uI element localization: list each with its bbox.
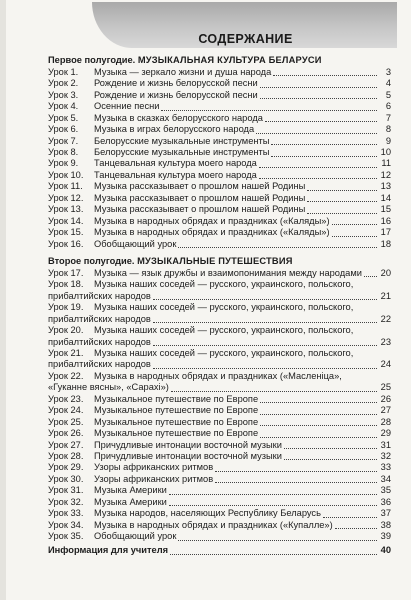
lesson-number: Урок 9. [48, 158, 79, 169]
lesson-title-continued: прибалтийских народов [48, 359, 151, 370]
lesson-number: Урок 8. [48, 147, 79, 158]
lesson-title: Музыка в играх белорусского народа [94, 124, 255, 135]
page-number: 31 [380, 439, 391, 450]
dot-leader [178, 540, 377, 541]
lesson-title: Музыка рассказывает о прошлом нашей Родины [94, 204, 306, 215]
lesson-title-continued: прибалтийских народов [48, 336, 151, 347]
dot-leader [271, 144, 377, 145]
lesson-number: Урок 11. [48, 181, 83, 192]
toc-entry[interactable] [48, 531, 391, 542]
dot-leader [215, 471, 377, 472]
page-number: 5 [385, 89, 391, 100]
page-number: 23 [380, 336, 391, 347]
lesson-title: Белорусские музыкальные инструменты [94, 147, 270, 158]
page-number: 40 [380, 545, 391, 556]
toc-entry[interactable] [48, 124, 391, 135]
section-heading [48, 54, 391, 67]
lesson-title: Танцевальная культура моего народа [94, 169, 257, 180]
page-number: 35 [380, 485, 391, 496]
toc-entry[interactable] [48, 325, 391, 336]
lesson-number: Урок 3. [48, 89, 79, 100]
toc-entry[interactable] [48, 78, 391, 89]
dot-leader [153, 368, 377, 369]
dot-leader [265, 121, 377, 122]
lesson-number: Урок 19. [48, 302, 84, 313]
toc-entry[interactable] [48, 227, 391, 238]
page-number: 21 [380, 290, 391, 301]
page-number: 10 [380, 147, 391, 158]
lesson-number: Урок 31. [48, 485, 84, 496]
toc-entry-continuation[interactable] [48, 314, 391, 325]
page-title: СОДЕРЖАНИЕ [198, 32, 293, 46]
lesson-title: Музыка в народных обрядах и праздниках («Масленіца», [94, 370, 342, 381]
dot-leader [169, 505, 377, 506]
dot-leader [273, 75, 377, 76]
lesson-title: Музыка в народных обрядах и праздниках («Каляды») [94, 215, 330, 226]
toc-entry[interactable] [48, 508, 391, 519]
lesson-title: Музыка в сказках белорусского народа [94, 112, 263, 123]
lesson-number: Урок 25. [48, 416, 84, 427]
toc-entry[interactable] [48, 193, 391, 204]
dot-leader [260, 414, 377, 415]
lesson-title: Осенние песни [94, 101, 160, 112]
lesson-title-continued: прибалтийских народов [48, 290, 151, 301]
page-number: 22 [380, 313, 391, 324]
dot-leader [215, 482, 377, 483]
lesson-title: Музыкальное путешествие по Европе [94, 405, 259, 416]
toc-entry[interactable] [48, 348, 391, 359]
lesson-number: Урок 15. [48, 227, 84, 238]
dot-leader [260, 98, 377, 99]
lesson-title: Узоры африканских ритмов [94, 473, 214, 484]
page-number: 18 [380, 238, 391, 249]
toc-entry[interactable] [48, 394, 391, 405]
lesson-title: Музыкальное путешествие по Европе [94, 416, 259, 427]
lesson-title: Причудливые интонации восточной музыки [94, 450, 282, 461]
page-number: 4 [385, 78, 391, 89]
page-number: 33 [380, 462, 391, 473]
toc-entry[interactable] [48, 417, 391, 428]
lesson-title: Рождение и жизнь белорусской песни [94, 89, 258, 100]
toc-entry[interactable] [48, 440, 391, 451]
lesson-number: Урок 10. [48, 169, 84, 180]
dot-leader [153, 345, 377, 346]
lesson-title-continued: «Гуканне вясны», «Сарахі») [48, 382, 169, 393]
toc-entry[interactable] [48, 268, 391, 279]
dot-leader [178, 247, 377, 248]
lesson-number: Урок 26. [48, 428, 84, 439]
lesson-number: Урок 27. [48, 439, 84, 450]
lesson-title: Узоры африканских ритмов [94, 462, 214, 473]
lesson-title: Причудливые интонации восточной музыки [94, 439, 282, 450]
toc-entry[interactable] [48, 239, 391, 250]
dot-leader [307, 190, 377, 191]
page-number: 11 [381, 158, 391, 169]
lesson-title: Музыка в народных обрядах и праздниках («Купалле») [94, 519, 333, 530]
lesson-title: Обобщающий урок [94, 531, 177, 542]
lesson-number: Урок 33. [48, 508, 84, 519]
lesson-title: Рождение и жизнь белорусской песни [94, 78, 258, 89]
lesson-title: Музыка — язык дружбы и взаимопонимания между народами [94, 267, 362, 278]
dot-leader [332, 224, 377, 225]
lesson-number: Урок 12. [48, 192, 84, 203]
lesson-title: Музыка народов, населяющих Республику Беларусь [94, 508, 321, 519]
toc-entry[interactable] [48, 147, 391, 158]
page-number: 20 [380, 267, 391, 278]
dot-leader [284, 448, 377, 449]
dot-leader [271, 156, 377, 157]
lesson-number: Урок 30. [48, 473, 84, 484]
lesson-number: Урок 34. [48, 519, 84, 530]
dot-leader [323, 517, 377, 518]
dot-leader [259, 178, 377, 179]
dot-leader [284, 459, 377, 460]
dot-leader [364, 276, 377, 277]
dot-leader [260, 437, 377, 438]
toc-entry[interactable] [48, 462, 391, 473]
lesson-number: Урок 35. [48, 531, 84, 542]
toc-entry-continuation[interactable] [48, 337, 391, 348]
toc-entry-info[interactable] [48, 546, 391, 557]
toc-entry[interactable] [48, 159, 391, 170]
section-prefix: Второе полугодие. [48, 256, 138, 266]
section-heading [48, 255, 391, 268]
lesson-title: Танцевальная культура моего народа [94, 158, 257, 169]
toc-entry[interactable] [48, 216, 391, 227]
page-number: 12 [380, 169, 391, 180]
page-number: 27 [380, 405, 391, 416]
toc-entry[interactable] [48, 101, 391, 112]
toc-entry-continuation[interactable] [48, 291, 391, 302]
lesson-number: Урок 20. [48, 325, 84, 336]
lesson-number: Урок 2. [48, 78, 79, 89]
toc-entry[interactable] [48, 520, 391, 531]
lesson-number: Урок 16. [48, 238, 84, 249]
toc-entry-continuation[interactable] [48, 382, 391, 393]
toc-entry[interactable] [48, 485, 391, 496]
page-number: 26 [380, 393, 391, 404]
lesson-number: Урок 17. [48, 267, 84, 278]
toc-entry[interactable] [48, 302, 391, 313]
lesson-number: Урок 14. [48, 215, 84, 226]
lesson-title: Музыка наших соседей — русского, украинского, польского, [94, 325, 354, 336]
toc-entry[interactable] [48, 90, 391, 101]
page-number: 34 [380, 473, 391, 484]
page-number: 28 [380, 416, 391, 427]
dot-leader [153, 299, 377, 300]
dot-leader [170, 554, 377, 555]
section-spacer [48, 250, 391, 253]
lesson-title: Музыкальное путешествие по Европе [94, 428, 259, 439]
toc-entry[interactable] [48, 428, 391, 439]
lesson-title: Музыка наших соседей — русского, украинского, польского, [94, 279, 354, 290]
lesson-number: Урок 6. [48, 124, 79, 135]
dot-leader [260, 402, 377, 403]
lesson-number: Урок 29. [48, 462, 84, 473]
lesson-number: Урок 32. [48, 496, 84, 507]
lesson-number: Урок 13. [48, 204, 84, 215]
section-title: МУЗЫКАЛЬНЫЕ ПУТЕШЕСТВИЯ [137, 256, 293, 266]
lesson-number: Урок 7. [48, 135, 79, 146]
page-number: 17 [380, 227, 391, 238]
lesson-title: Музыка наших соседей — русского, украинского, польского, [94, 302, 354, 313]
page-number: 16 [380, 215, 391, 226]
dot-leader [259, 167, 377, 168]
lesson-title: Музыка Америки [94, 485, 167, 496]
lesson-number: Урок 23. [48, 393, 84, 404]
dot-leader [332, 236, 377, 237]
table-of-contents [48, 52, 391, 557]
lesson-number: Урок 5. [48, 112, 79, 123]
dot-leader [153, 322, 377, 323]
page-number: 38 [380, 519, 391, 530]
page-number: 32 [380, 450, 391, 461]
dot-leader [260, 425, 377, 426]
page-number: 3 [385, 66, 391, 77]
dot-leader [171, 391, 377, 392]
section-prefix: Первое полугодие. [48, 55, 138, 65]
lesson-number: Урок 21. [48, 348, 84, 359]
lesson-number: Урок 24. [48, 405, 84, 416]
lesson-number: Урок 22. [48, 370, 84, 381]
page-number: 29 [380, 428, 391, 439]
dot-leader [169, 494, 377, 495]
info-label: Информация для учителя [48, 545, 169, 556]
lesson-title-continued: прибалтийских народов [48, 313, 151, 324]
lesson-title: Музыка рассказывает о прошлом нашей Родины [94, 192, 306, 203]
lesson-title: Музыка в народных обрядах и праздниках («Каляды») [94, 227, 330, 238]
dot-leader [256, 133, 377, 134]
page-number: 15 [380, 204, 391, 215]
lesson-number: Урок 1. [48, 66, 79, 77]
lesson-title: Белорусские музыкальные инструменты [94, 135, 270, 146]
page-number: 9 [385, 135, 391, 146]
dot-leader [260, 87, 377, 88]
page-number: 13 [380, 181, 391, 192]
toc-entry[interactable] [48, 451, 391, 462]
page-number: 14 [380, 192, 391, 203]
toc-entry[interactable] [48, 170, 391, 181]
lesson-number: Урок 4. [48, 101, 79, 112]
toc-entry-continuation[interactable] [48, 360, 391, 371]
lesson-title: Музыкальное путешествие по Европе [94, 393, 259, 404]
dot-leader [161, 110, 377, 111]
page-number: 24 [380, 359, 391, 370]
toc-entry[interactable] [48, 371, 391, 382]
page-number: 7 [385, 112, 391, 123]
dot-leader [335, 528, 377, 529]
lesson-title: Музыка — зеркало жизни и душа народа [94, 66, 272, 77]
section-title: МУЗЫКАЛЬНАЯ КУЛЬТУРА БЕЛАРУСИ [137, 55, 322, 65]
page-number: 8 [385, 124, 391, 135]
lesson-number: Урок 28. [48, 450, 84, 461]
toc-entry[interactable] [48, 113, 391, 124]
toc-entry[interactable] [48, 405, 391, 416]
toc-entry[interactable] [48, 136, 391, 147]
page-number: 36 [380, 496, 391, 507]
toc-entry[interactable] [48, 67, 391, 78]
toc-entry[interactable] [48, 474, 391, 485]
toc-entry[interactable] [48, 204, 391, 215]
page-number: 37 [380, 508, 391, 519]
page-number: 6 [385, 101, 391, 112]
toc-entry[interactable] [48, 181, 391, 192]
lesson-title: Музыка наших соседей — русского, украинского, польского, [94, 348, 354, 359]
toc-entry[interactable] [48, 279, 391, 290]
page-number: 39 [380, 531, 391, 542]
lesson-title: Обобщающий урок [94, 238, 177, 249]
dot-leader [307, 213, 377, 214]
page-number: 25 [380, 382, 391, 393]
lesson-title: Музыка Америки [94, 496, 167, 507]
lesson-title: Музыка рассказывает о прошлом нашей Родины [94, 181, 306, 192]
lesson-number: Урок 18. [48, 279, 84, 290]
toc-entry[interactable] [48, 497, 391, 508]
dot-leader [307, 201, 377, 202]
